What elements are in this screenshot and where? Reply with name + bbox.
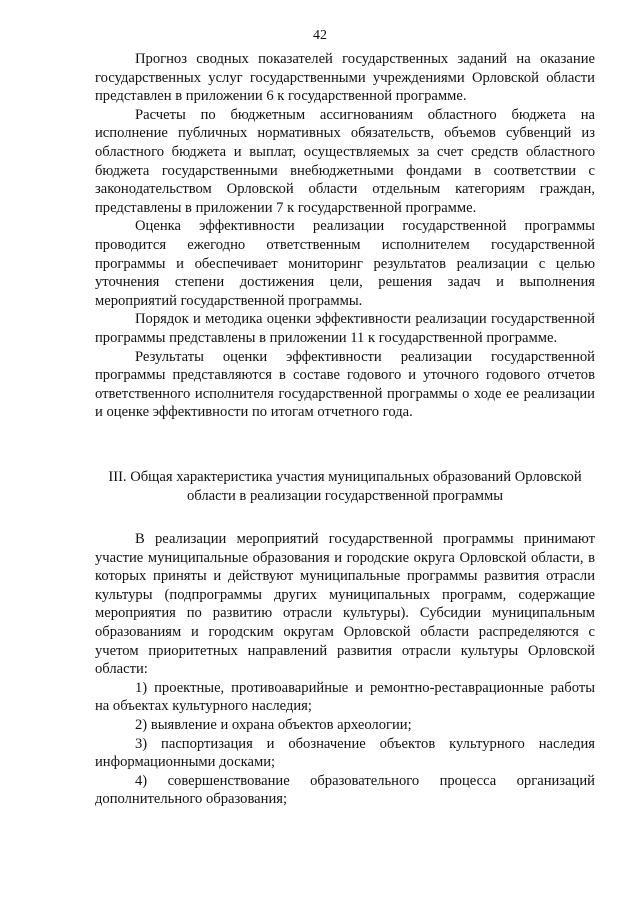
page-number: 42 [313, 28, 327, 43]
section-heading: III. Общая характеристика участия муниципальных образований Орловской области в реализации государственной программы [108, 469, 582, 504]
list-item [95, 772, 595, 809]
list-item [95, 735, 595, 772]
paragraph-methodology: Порядок и методика оценки эффективности реализации государственной программы представлены в приложении 11 к государственной программе. [95, 311, 595, 346]
paragraph-budget-calculations: Расчеты по бюджетным ассигнованиям областного бюджета на исполнение публичных нормативных обязательств, объемов субвенций из областного бюджета и выплат, осуществляемых за счет средств областного бюджета государственными внебюджетными фондами в соответствии с законодательством Орловской области отдельным категориям граждан, представлены в приложении 7 к государственной программе. [95, 106, 595, 216]
list-item-text: проектные, противоаварийные и ремонтно-реставрационные работы на объектах культурного наследия; [95, 679, 595, 715]
list-item-number: 1) [135, 679, 148, 696]
paragraph-results: Результаты оценки эффективности реализации государственной программы представляются в составе годового и уточного годового отчетов ответственного исполнителя государственной программы о ходе ее реализации и оценке эффективности по итогам отчетного года. [95, 348, 595, 421]
priority-directions-list [95, 679, 595, 809]
list-item-number: 3) [135, 735, 148, 752]
paragraph-efficiency-evaluation: Оценка эффективности реализации государственной программы проводится ежегодно ответственным исполнителем государственной программы и обеспечивает мониторинг результатов реализации с целью уточнения степени достижения цели, решения задач и выполнения мероприятий государственной программы. [95, 218, 595, 309]
list-item [95, 716, 595, 735]
list-item-text: выявление и охрана объектов археологии; [150, 716, 412, 733]
list-item-number: 4) [135, 772, 148, 789]
top-text-block [95, 50, 595, 422]
list-item [95, 679, 595, 716]
list-item-text: паспортизация и обозначение объектов культурного наследия информационными досками; [95, 735, 595, 771]
paragraph-municipal-participation: В реализации мероприятий государственной программы принимают участие муниципальные образования и городские округа Орловской области, в которых приняты и действуют муниципальные программы развития отрасли культуры (подпрограммы других муниципальных программ, содержащие мероприятия по развитию отрасли культуры). Субсидии муниципальным образованиям и городским округам Орловской области распределяются с учетом приоритетных направлений развития отрасли культуры Орловской области: [95, 531, 595, 678]
paragraph-state-tasks: Прогноз сводных показателей государственных заданий на оказание государственных услуг государственными учреждениями Орловской области представлен в приложении 6 к государственной программе. [95, 51, 595, 105]
list-item-number: 2) [135, 716, 148, 733]
list-item-text: совершенствование образовательного процесса организаций дополнительного образования; [95, 772, 595, 808]
section-three-block [95, 530, 595, 809]
